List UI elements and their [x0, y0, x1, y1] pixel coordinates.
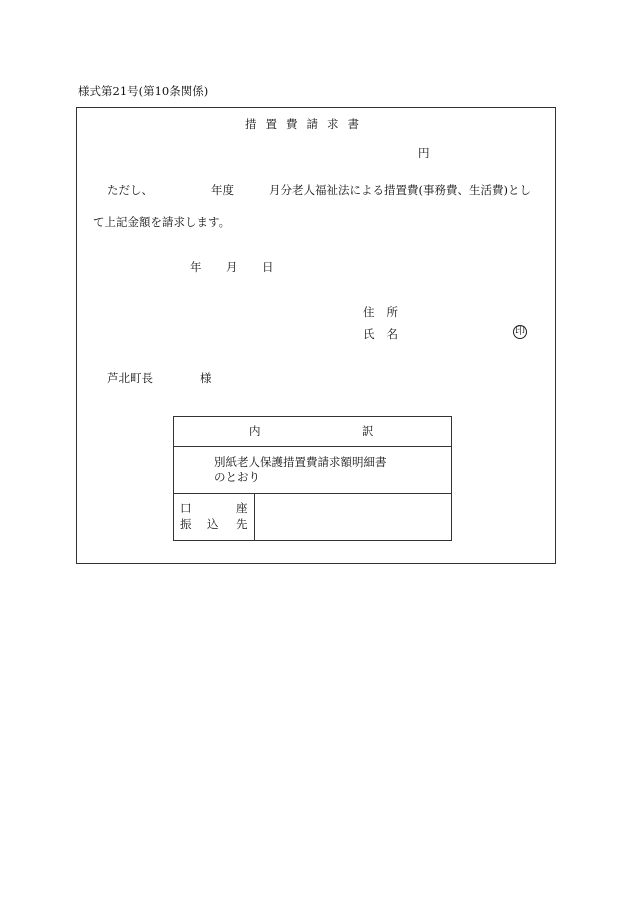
- account-label-char: 振: [180, 517, 192, 531]
- table-divider: [254, 494, 255, 541]
- body-line2: て上記金額を請求します。: [93, 215, 231, 229]
- date-day-label: 日: [262, 260, 274, 274]
- form-number: 様式第21号(第10条関係): [78, 84, 209, 98]
- account-label-char: 座: [236, 501, 248, 515]
- body-line1-rest: 月分老人福祉法による措置費(事務費、生活費)とし: [269, 183, 531, 197]
- table-header-left: 内: [249, 424, 261, 438]
- body-line1-prefix: ただし、: [107, 183, 153, 197]
- address-label: 住所: [363, 305, 410, 319]
- date-year-label: 年: [190, 260, 202, 274]
- body-line1-fiscal-year: 年度: [211, 183, 234, 197]
- detail-text-line2: のとおり: [214, 470, 260, 484]
- account-label-char: 口: [180, 501, 192, 515]
- detail-text-line1: 別紙老人保護措置費請求額明細書: [214, 455, 387, 469]
- account-label-char: 先: [236, 517, 248, 531]
- table-header-right: 訳: [362, 424, 374, 438]
- date-month-label: 月: [226, 260, 238, 274]
- amount-unit: 円: [418, 146, 430, 160]
- addressee-title: 芦北町長: [107, 371, 153, 385]
- addressee-honorific: 様: [200, 371, 212, 385]
- account-label-char: 込: [207, 517, 219, 531]
- table-divider: [174, 493, 451, 494]
- seal-mark-icon: 印: [515, 326, 525, 337]
- form-title: 措置費請求書: [245, 117, 368, 131]
- table-divider: [174, 446, 451, 447]
- name-label: 氏名: [363, 327, 410, 341]
